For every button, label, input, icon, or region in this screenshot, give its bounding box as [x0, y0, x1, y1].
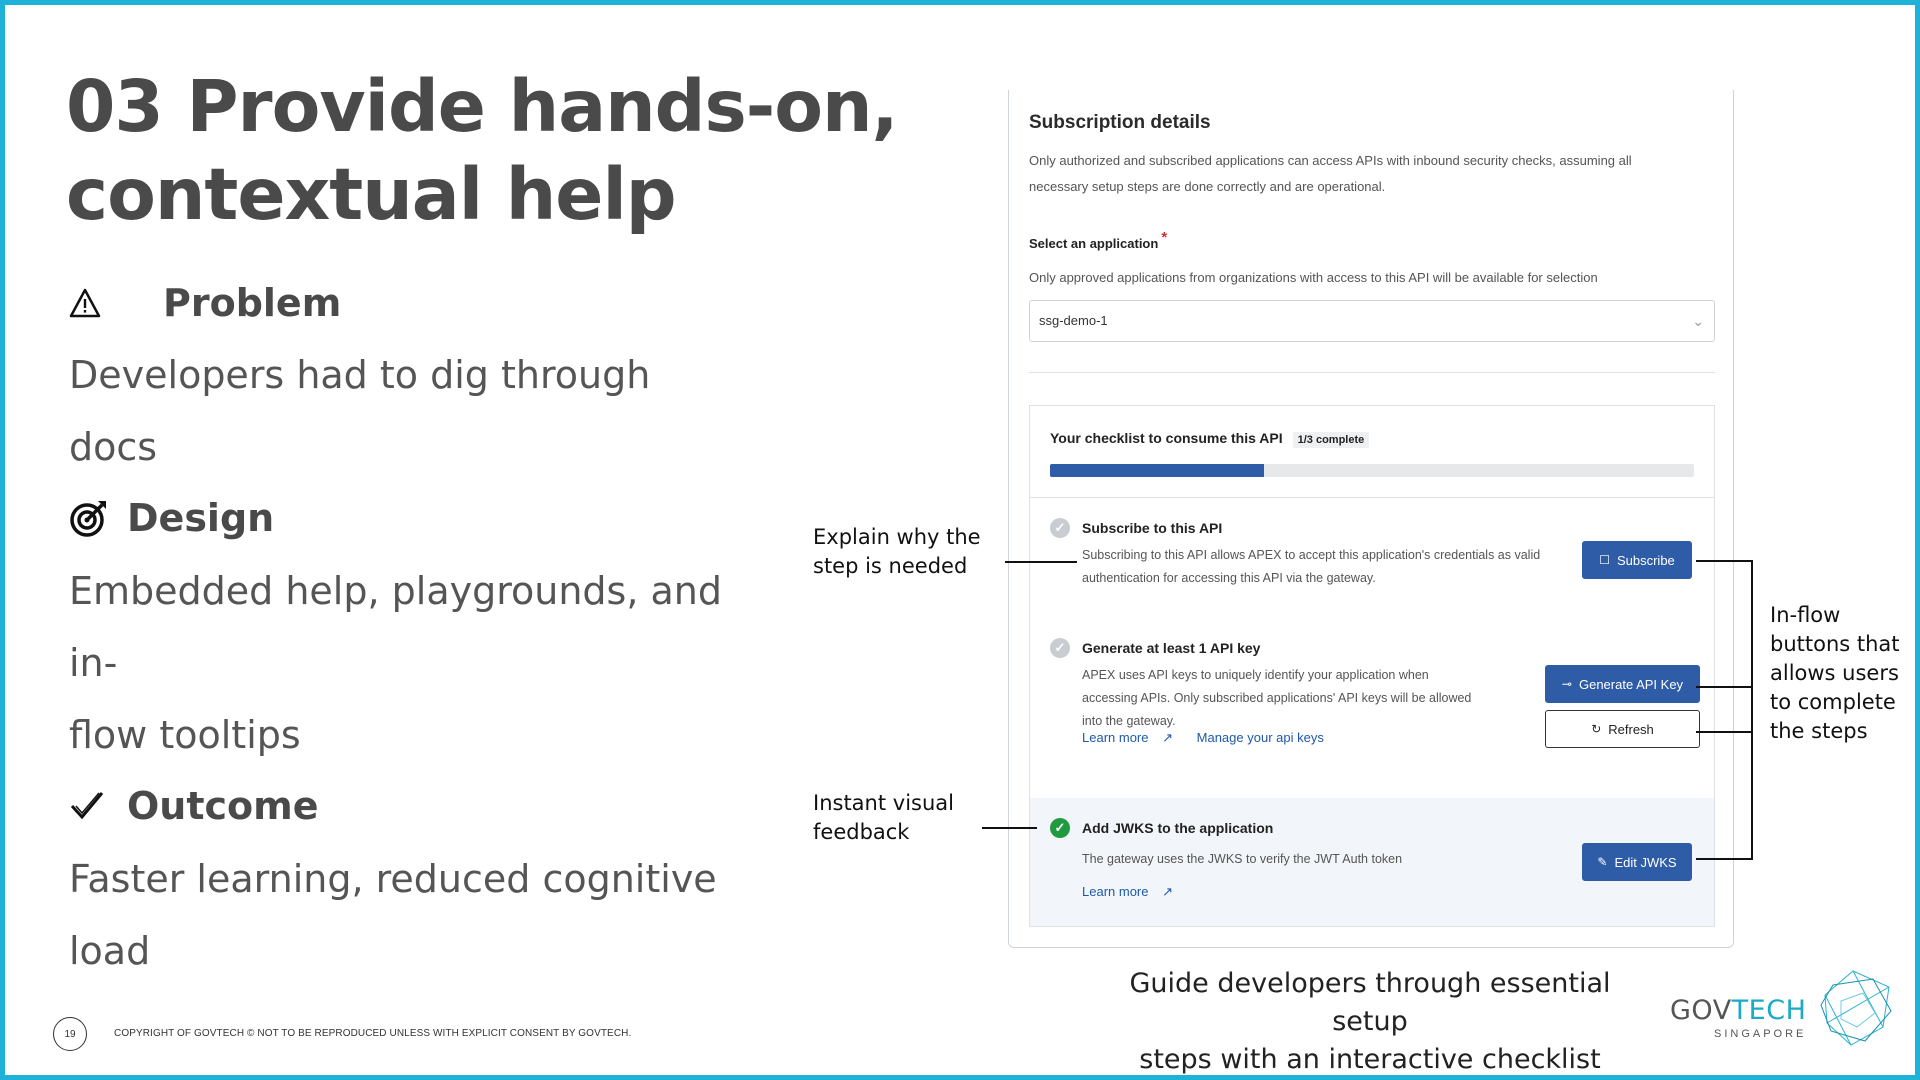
- learn-more-link[interactable]: Learn more ↗: [1082, 884, 1174, 899]
- external-link-icon: ↗: [1162, 730, 1174, 745]
- problem-heading: Problem: [69, 281, 341, 325]
- progress-badge: 1/3 complete: [1293, 432, 1370, 448]
- external-link-icon: ↗: [1162, 884, 1174, 899]
- checklist-step-subscribe: [1030, 498, 1714, 618]
- outcome-text: Faster learning, reduced cognitive load: [69, 857, 717, 973]
- subscribe-button[interactable]: ☐ Subscribe: [1582, 541, 1692, 579]
- chevron-down-icon: ⌄: [1692, 313, 1704, 329]
- step-description: APEX uses API keys to uniquely identify your application when accessing APIs. Only subscribed applications' API keys will be allowed into the gateway.: [1082, 668, 1472, 728]
- select-value: ssg-demo-1: [1039, 313, 1108, 328]
- screenshot-caption: Guide developers through essential setup steps with an interactive checklist: [1129, 968, 1611, 1075]
- slide-title: 03 Provide hands-on, contextual help: [66, 65, 898, 236]
- step-title: Generate at least 1 API key: [1082, 640, 1261, 656]
- panel-title: Subscription details: [1029, 112, 1211, 133]
- annotation-explain: Explain why the step is needed: [813, 525, 981, 578]
- checklist-step-jwks: [1030, 798, 1714, 926]
- problem-text: Developers had to dig through docs: [69, 353, 651, 469]
- progress-bar: [1050, 464, 1694, 477]
- refresh-button[interactable]: ↻ Refresh: [1545, 710, 1700, 748]
- target-icon: [69, 498, 109, 538]
- annotation-connector: [1005, 561, 1077, 563]
- annotation-instant: Instant visual feedback: [813, 791, 954, 844]
- select-label: Select an application *: [1029, 229, 1168, 251]
- progress-bar-fill: [1050, 464, 1264, 477]
- annotation-connector: [982, 827, 1037, 829]
- step-description: The gateway uses the JWKS to verify the JWT Auth token: [1082, 852, 1403, 866]
- checkmark-icon: [69, 788, 105, 824]
- step-title: Subscribe to this API: [1082, 520, 1223, 536]
- manage-api-keys-link[interactable]: Manage your api keys: [1196, 730, 1324, 745]
- required-mark: *: [1161, 229, 1168, 246]
- step-links: [1082, 730, 1334, 746]
- govtech-mark-icon: [1813, 965, 1897, 1049]
- panel-description: Only authorized and subscribed applications can access APIs with inbound security checks, assuming all necessary setup steps are done correctly and are operational.: [1029, 153, 1632, 194]
- refresh-icon: ↻: [1591, 722, 1602, 736]
- outcome-heading: Outcome: [69, 784, 319, 828]
- step-links: [1082, 884, 1193, 900]
- copyright-footer: COPYRIGHT OF GOVTECH © NOT TO BE REPRODUCED UNLESS WITH EXPLICIT CONSENT BY GOVTECH.: [114, 1028, 632, 1039]
- step-title: Add JWKS to the application: [1082, 820, 1274, 836]
- bookmark-icon: ☐: [1599, 553, 1610, 567]
- design-heading: Design: [69, 496, 274, 540]
- design-text: Embedded help, playgrounds, and in- flow tooltips: [69, 569, 722, 757]
- edit-jwks-button[interactable]: ✎ Edit JWKS: [1582, 843, 1692, 881]
- warning-icon: [69, 287, 101, 319]
- govtech-logo: GOVTECH SINGAPORE: [1670, 995, 1807, 1040]
- check-circle-icon: ✓: [1050, 818, 1070, 838]
- select-hint: Only approved applications from organizations with access to this API will be available for selection: [1029, 270, 1598, 285]
- subscription-panel: [1008, 90, 1734, 948]
- check-circle-icon: ✓: [1050, 518, 1070, 538]
- generate-api-key-button[interactable]: ⊸ Generate API Key: [1545, 665, 1700, 703]
- application-select[interactable]: [1029, 300, 1715, 342]
- key-icon: ⊸: [1561, 677, 1572, 691]
- pencil-icon: ✎: [1597, 855, 1608, 869]
- step-description: Subscribing to this API allows APEX to accept this application's credentials as valid authentication for accessing this API via the gateway.: [1082, 548, 1541, 585]
- divider: [1029, 372, 1715, 373]
- annotation-inflow: In-flow buttons that allows users to complete the steps: [1770, 603, 1900, 743]
- check-circle-icon: ✓: [1050, 638, 1070, 658]
- page-number: 19: [53, 1017, 87, 1051]
- api-checklist: [1029, 405, 1715, 927]
- checklist-heading: Your checklist to consume this API 1/3 complete: [1050, 430, 1369, 448]
- learn-more-link[interactable]: Learn more ↗: [1082, 730, 1174, 745]
- checklist-step-api-key: [1030, 618, 1714, 758]
